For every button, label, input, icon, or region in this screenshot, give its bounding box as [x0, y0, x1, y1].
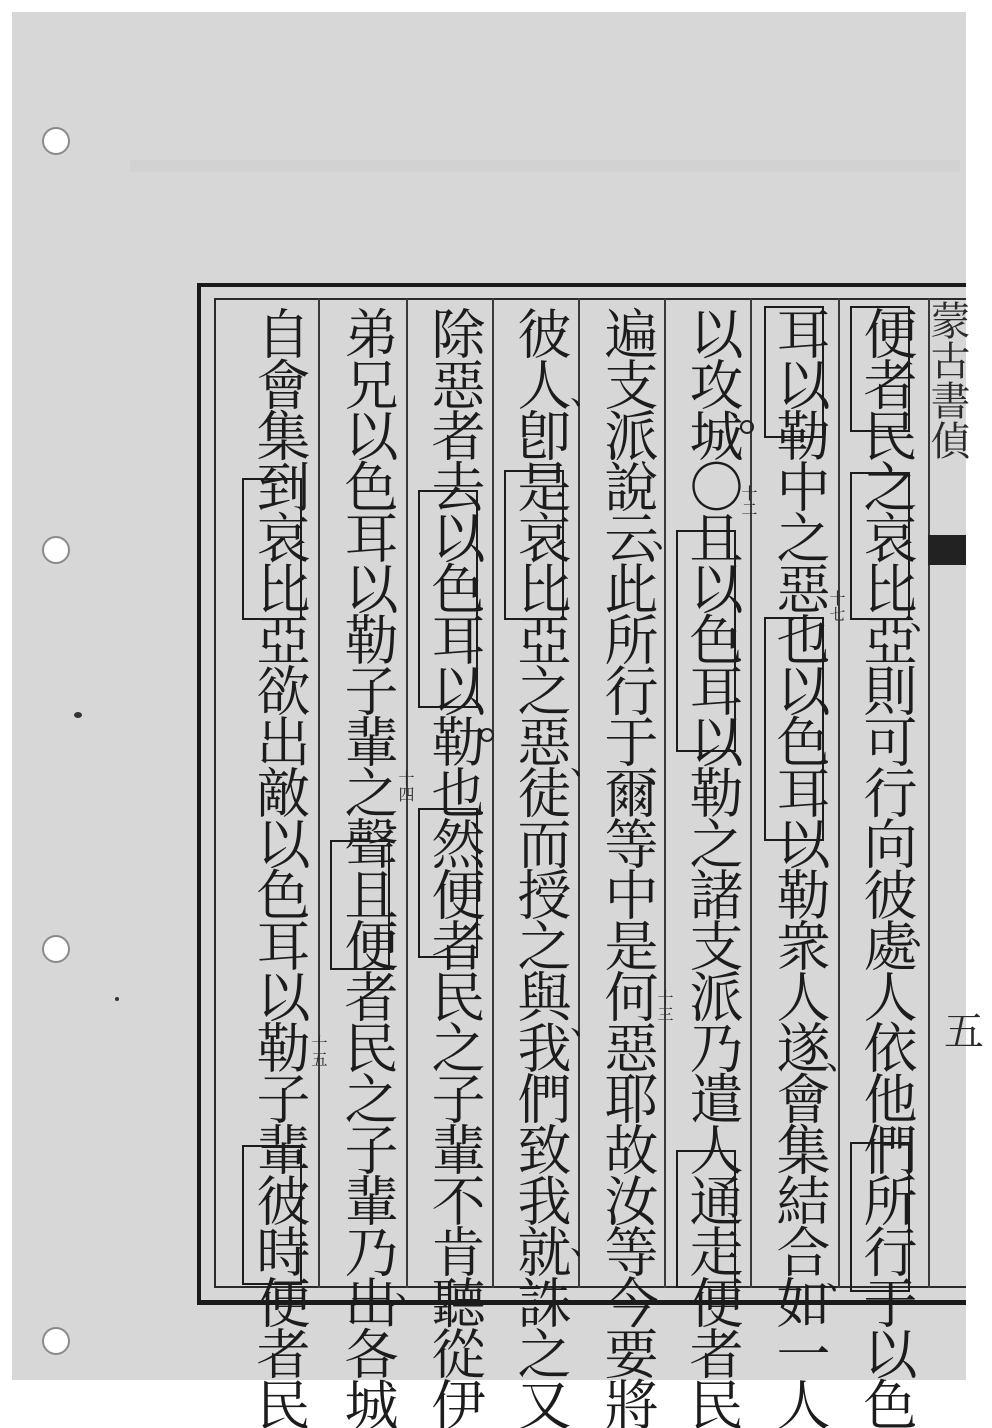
column-rule [318, 298, 320, 1288]
punctuation-mark: 、 [910, 913, 944, 953]
name-box [242, 1145, 302, 1285]
name-box [418, 490, 478, 708]
verse-number: 十三 [655, 990, 674, 1022]
speck [115, 997, 119, 1001]
verse-circle [480, 728, 494, 742]
verse-number: 十七 [827, 590, 846, 622]
name-box [418, 808, 478, 958]
text-column-8: 自會集到哀比亞欲出敵以色耳以勒子輩彼時便者民 [248, 306, 311, 1428]
page-header: 蒙古書偵 [924, 300, 970, 460]
text-column-5: 彼人卽是哀比亞之惡徒而授之與我們致我就誅之又 [509, 306, 572, 1428]
name-box [850, 306, 910, 432]
name-box [330, 840, 390, 970]
name-box [764, 306, 824, 438]
name-box [504, 470, 564, 620]
punctuation-mark: 、 [910, 598, 944, 638]
punctuation-mark: 、 [826, 1038, 860, 1078]
name-box [764, 617, 824, 841]
name-box [676, 530, 736, 752]
punch-hole [42, 127, 70, 155]
text-column-3: 以攻城〇且以色耳以勒之諸支派乃遣人通走便者民 [681, 306, 744, 1428]
page-number: 五 [944, 1009, 984, 1055]
text-column-6: 除惡者去以色耳以勒也然便者民之子輩不肯聽從伊 [423, 306, 486, 1428]
punctuation-mark: 、 [570, 1003, 604, 1043]
punctuation-mark: 、 [570, 1223, 604, 1263]
text-column-1: 便者民之哀比亞則可行向彼處人依他們所行于以色 [855, 306, 918, 1428]
text-column-7: 弟兄以色耳以勒子輩之聲且便者民之子輩乃出各城 [336, 306, 399, 1428]
punctuation-mark: 、 [826, 1258, 860, 1298]
faint-band [130, 160, 960, 172]
text-column-4: 遍支派說云此所行于爾等中是何惡耶故汝等今要將 [596, 306, 659, 1428]
speck [74, 712, 82, 718]
header-ornament [928, 535, 966, 565]
name-box [242, 478, 302, 620]
punctuation-mark: 、 [395, 1268, 429, 1308]
verse-number: 十二 [739, 485, 758, 517]
punch-hole [42, 935, 70, 963]
name-box [676, 1150, 736, 1288]
punctuation-mark: 、 [570, 373, 604, 413]
punctuation-mark: 、 [652, 516, 686, 556]
column-rule [838, 298, 840, 1288]
punch-hole [42, 536, 70, 564]
verse-circle [740, 420, 754, 434]
text-column-2: 耳以勒中之惡也以色耳以勒衆人遂會集結合如一人 [768, 306, 831, 1428]
name-box [850, 472, 910, 620]
punctuation-mark: 、 [570, 743, 604, 783]
punch-hole [42, 1327, 70, 1355]
verse-number: 十四 [396, 770, 415, 802]
verse-number: 十五 [309, 1035, 328, 1067]
